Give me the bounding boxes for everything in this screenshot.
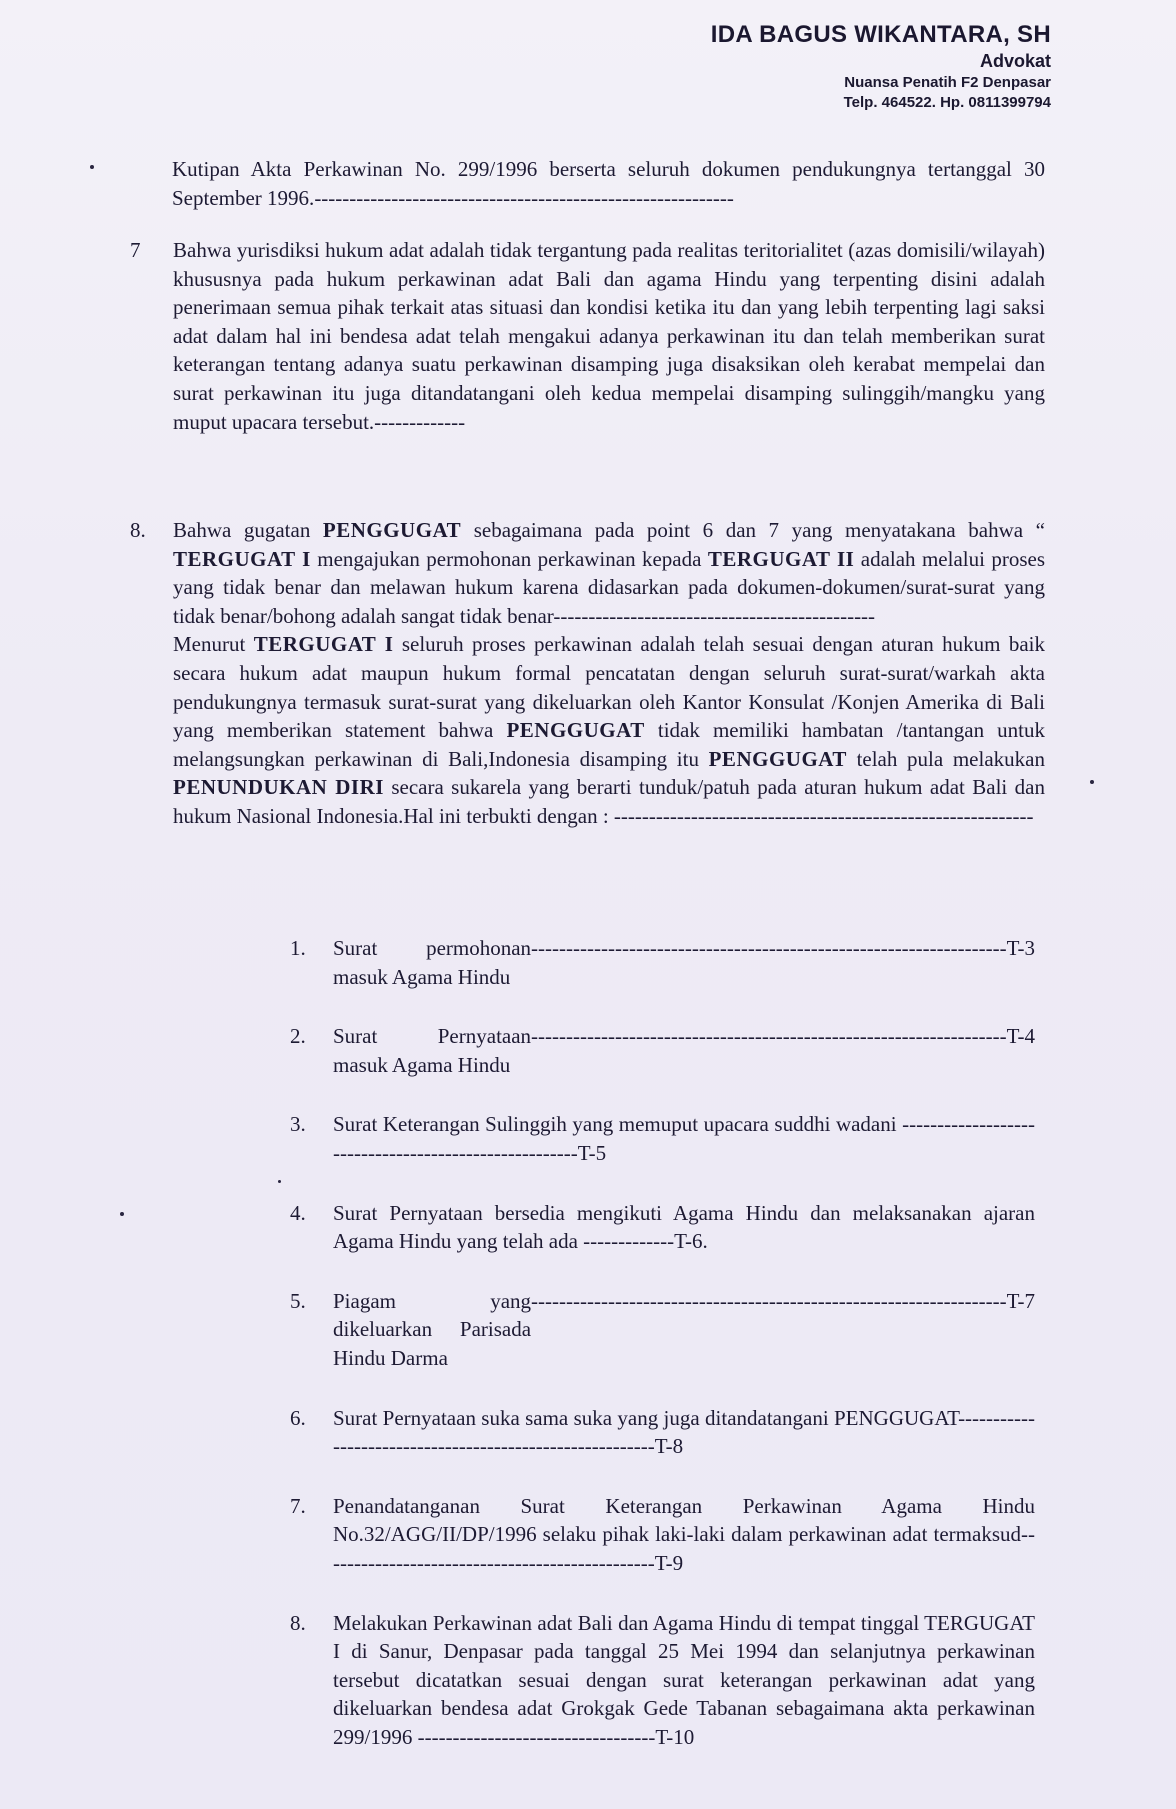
evidence-item: 3. Surat Keterangan Sulinggih yang memuput upacara suddhi wadani ------------------------------------------------------T-5	[290, 1112, 1036, 1165]
exhibit-code: T-5	[577, 1140, 607, 1165]
evidence-item: 8. Melakukan Perkawinan adat Bali dan Agama Hindu di tempat tinggal TERGUGAT I di Sanur, Denpasar pada tanggal 25 Mei 1994 dan selanjutnya perkawinan tersebut dicatatkan sesuai dengan surat keterangan perkawinan adat yang dikeluarkan bendesa adat Grokgak Gede Tabanan sebagaimana akta perkawinan 299/1996 ----------------------------------T-10	[290, 1610, 1035, 1749]
paragraph-8-sentence-2: Menurut TERGUGAT I seluruh proses perkawinan adalah telah sesuai dengan aturan hukum baik secara hukum adat maupun hukum formal pencatatan dengan seluruh surat-surat/warkah akta pendukungnya termasuk surat-surat yang dikeluarkan oleh Kantor Konsulat /Konjen Amerika di Bali yang memberikan statement bahwa PENGGUGAT tidak memiliki hambatan /tantangan untuk melangsungkan perkawinan di Bali,Indonesia disamping itu PENGGUGAT telah pula melakukan PENUNDUKAN DIRI secara sukarela yang berarti tunduk/patuh pada aturan hukum adat Bali dan hukum Nasional Indonesia.Hal ini terbukti dengan : ------------------------------------------------------------	[173, 632, 1046, 828]
exhibit-code: T-3	[1006, 936, 1035, 960]
evidence-item: 6. Surat Pernyataan suka sama suka yang juga ditandatangani PENGGUGAT---------------------------------------------------------T-8	[290, 1405, 1035, 1459]
intro-paragraph: Kutipan Akta Perkawinan No. 299/1996 berserta seluruh dokumen pendukungnya tertanggal 30 September 1996.------------------------------------------------------------	[172, 157, 1045, 210]
scan-speck	[1090, 780, 1094, 784]
paragraph-8-number: 8.	[130, 518, 146, 542]
paragraph-8	[130, 516, 1045, 831]
scan-speck	[278, 1180, 281, 1183]
exhibit-code: T-6.	[674, 1229, 708, 1254]
exhibit-code: T-7	[1006, 1288, 1035, 1313]
advocate-address: Nuansa Penatih F2 Denpasar	[844, 74, 1051, 91]
scan-speck	[90, 165, 94, 169]
advocate-title: Advokat	[979, 51, 1051, 71]
intro-text: Kutipan Akta Perkawinan No. 299/1996 berserta seluruh dokumen pendukungnya tertanggal 30 September 1996.	[172, 157, 1045, 210]
evidence-list	[290, 934, 1035, 1782]
evidence-item: 1. Surat permohonan masuk Agama Hindu -------------------------------------------------------------------- T-3	[290, 934, 1035, 991]
paragraph-7: 7 Bahwa yurisdiksi hukum adat adalah tidak tergantung pada realitas teritorialitet (azas domisili/wilayah) khususnya pada hukum perkawinan adat Bali dan agama Hindu yang terpenting disini adalah penerimaan semua pihak terkait atas situasi dan kondisi ketika itu dan yang lebih terpenting lagi saksi adat dalam hal ini bendesa adat telah mengakui adanya perkawinan itu dan telah memberikan surat keterangan tentang adanya suatu perkawinan disamping juga disaksikan oleh kerabat mempelai dan surat perkawinan itu juga ditandatangani oleh kedua mempelai disamping sulinggih/mangku yang muput upacara tersebut.-------------	[130, 236, 1045, 436]
evidence-item: 7. Penandatanganan Surat Keterangan Perkawinan Agama Hindu No.32/AGG/II/DP/1996 selaku pihak laki-laki dalam perkawinan adat termaksud------------------------------------------------T-9	[290, 1493, 1035, 1575]
exhibit-code: T-9	[654, 1550, 684, 1575]
advocate-phone: Telp. 464522. Hp. 0811399794	[843, 94, 1051, 111]
exhibit-code: T-8	[654, 1434, 684, 1459]
evidence-item: 2. Surat Pernyataan masuk Agama Hindu -------------------------------------------------------------------- T-4	[290, 1022, 1035, 1079]
evidence-item: 4. Surat Pernyataan bersedia mengikuti Agama Hindu dan melaksanakan ajaran Agama Hindu yang telah ada -------------T-6.	[290, 1200, 1035, 1254]
paragraph-7-text: Bahwa yurisdiksi hukum adat adalah tidak tergantung pada realitas teritorialitet (azas domisili/wilayah) khususnya pada hukum perkawinan adat Bali dan agama Hindu yang terpenting disini adalah penerimaan semua pihak terkait atas situasi dan kondisi ketika itu dan yang lebih terpenting lagi saksi adat dalam hal ini bendesa adat telah mengakui adanya perkawinan itu dan telah memberikan surat keterangan tentang adanya suatu perkawinan disamping juga disaksikan oleh kerabat mempelai dan surat perkawinan itu juga ditandatangani oleh kedua mempelai disamping sulinggih/mangku yang muput upacara tersebut.	[173, 238, 1045, 434]
evidence-item: 5. Piagam yang dikeluarkan Parisada Hindu Darma -------------------------------------------------------------------- T-7	[290, 1287, 1035, 1373]
scan-speck	[120, 1212, 124, 1216]
letterhead	[711, 20, 1051, 113]
advocate-name: IDA BAGUS WIKANTARA, SH	[710, 21, 1051, 48]
paragraph-8-sentence-1: Bahwa gugatan PENGGUGAT sebagaimana pada point 6 dan 7 yang menyatakana bahwa “ TERGUGAT I mengajukan permohonan perkawinan kepada TERGUGAT II adalah melalui proses yang tidak benar dan melawan hukum karena didasarkan pada dokumen-dokumen/surat-surat yang tidak benar/bohong adalah sangat tidak benar----------------------------------------------	[173, 518, 1045, 628]
exhibit-code: T-4	[1006, 1024, 1035, 1049]
paragraph-7-number: 7	[130, 238, 141, 262]
exhibit-code: T-10	[655, 1724, 695, 1749]
